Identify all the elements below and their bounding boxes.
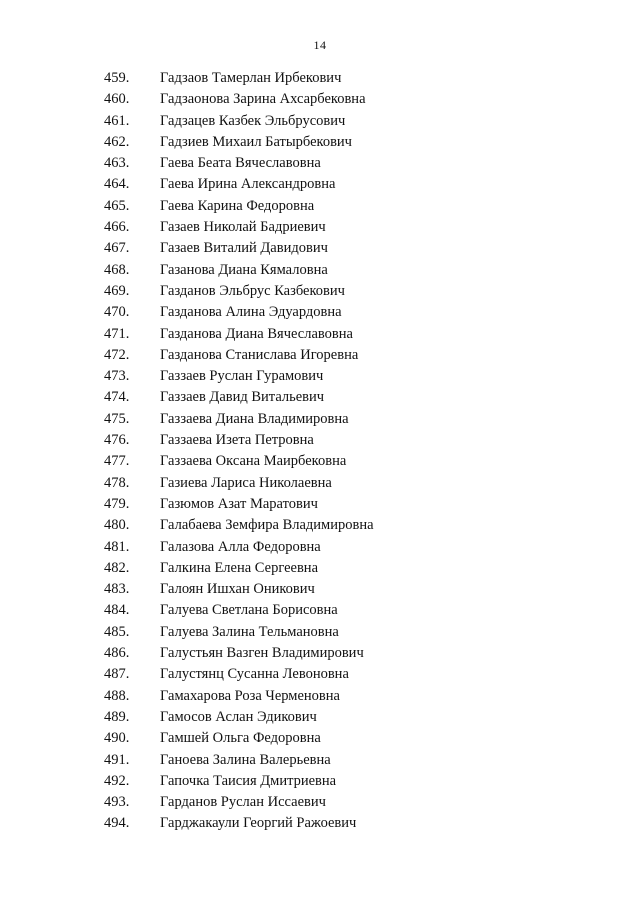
entry-name: Галоян Ишхан Оникович (160, 581, 315, 598)
entry-number: 484. (104, 602, 130, 619)
entry-number: 468. (104, 261, 130, 278)
list-item (104, 324, 374, 345)
entry-number: 480. (104, 517, 130, 534)
list-item (104, 153, 374, 174)
entry-number: 487. (104, 666, 130, 683)
list-item (104, 494, 374, 515)
entry-number: 493. (104, 794, 130, 811)
entry-name: Газзаева Оксана Маирбековна (160, 453, 347, 470)
entry-number: 459. (104, 70, 130, 86)
entry-number: 485. (104, 623, 130, 640)
list-item (104, 89, 374, 110)
entry-name: Гаева Ирина Александровна (160, 176, 336, 193)
entry-name: Гадзаонова Зарина Ахсарбековна (160, 91, 366, 108)
entry-number: 476. (104, 432, 130, 449)
list-item (104, 515, 374, 536)
entry-number: 462. (104, 133, 130, 150)
entry-number: 472. (104, 346, 130, 363)
entry-name: Гарданов Руслан Иссаевич (160, 794, 326, 811)
entry-number: 492. (104, 772, 130, 789)
entry-name: Газюмов Азат Маратович (160, 495, 318, 512)
list-item (104, 345, 374, 366)
entry-name: Галуева Светлана Борисовна (160, 602, 338, 619)
entry-name: Галустьян Вазген Владимирович (160, 645, 364, 662)
entry-number: 477. (104, 453, 130, 470)
entry-number: 469. (104, 282, 130, 299)
entry-name: Гапочка Таисия Дмитриевна (160, 772, 337, 789)
entry-number: 466. (104, 219, 130, 236)
entry-number: 489. (104, 708, 130, 725)
entry-name: Газзаева Изета Петровна (160, 432, 314, 449)
entry-number: 475. (104, 410, 130, 427)
entry-name: Гамшей Ольга Федоровна (160, 730, 321, 747)
entry-number: 470. (104, 304, 130, 321)
entry-name: Ганоева Залина Валерьевна (160, 751, 331, 768)
list-item (104, 600, 374, 621)
entry-number: 474. (104, 389, 130, 406)
entry-number: 491. (104, 751, 130, 768)
entry-name: Гарджакаули Георгий Ражоевич (160, 815, 357, 832)
entry-number: 471. (104, 325, 130, 342)
entry-name: Галустянц Сусанна Левоновна (160, 666, 349, 683)
entry-number: 478. (104, 474, 130, 491)
entry-name: Газиева Лариса Николаевна (160, 474, 332, 491)
entry-name: Гамосов Аслан Эдикович (160, 708, 317, 725)
entry-number: 464. (104, 176, 130, 193)
list-item (104, 771, 374, 792)
entry-number: 481. (104, 538, 130, 555)
entry-name: Газданова Станислава Игоревна (160, 346, 359, 363)
list-item (104, 430, 374, 451)
entry-name: Гамахарова Роза Черменовна (160, 687, 340, 704)
list-item (104, 686, 374, 707)
entry-number: 479. (104, 495, 130, 512)
list-item (104, 728, 374, 749)
list-item (104, 111, 374, 132)
list-item (104, 792, 374, 813)
list-item (104, 451, 374, 472)
list-item (104, 217, 374, 238)
list-item (104, 174, 374, 195)
list-item (104, 750, 374, 771)
entry-name: Галабаева Земфира Владимировна (160, 517, 374, 534)
entry-name: Гадзаов Тамерлан Ирбекович (160, 70, 342, 86)
entry-name: Гаева Беата Вячеславовна (160, 155, 321, 172)
entry-number: 461. (104, 112, 130, 129)
entry-number: 465. (104, 197, 130, 214)
list-item (104, 302, 374, 323)
list-item (104, 68, 374, 89)
entry-name: Гаева Карина Федоровна (160, 197, 315, 214)
list-item (104, 643, 374, 664)
list-item (104, 387, 374, 408)
entry-number: 488. (104, 687, 130, 704)
entry-name: Газаев Виталий Давидович (160, 240, 328, 257)
entry-number: 486. (104, 645, 130, 662)
entry-number: 483. (104, 581, 130, 598)
list-item (104, 281, 374, 302)
list-item (104, 196, 374, 217)
list-item (104, 707, 374, 728)
list-item (104, 238, 374, 259)
entry-name: Гадзацев Казбек Эльбрусович (160, 112, 346, 129)
entry-name: Газаев Николай Бадриевич (160, 219, 326, 236)
list-item (104, 579, 374, 600)
entry-name: Газданов Эльбрус Казбекович (160, 282, 345, 299)
entry-name: Галазова Алла Федоровна (160, 538, 321, 555)
list-item (104, 813, 374, 834)
list-item (104, 132, 374, 153)
entry-number: 490. (104, 730, 130, 747)
entry-name: Газданова Алина Эдуардовна (160, 304, 342, 321)
entry-name: Галуева Залина Тельмановна (160, 623, 339, 640)
entry-number: 460. (104, 91, 130, 108)
entry-number: 473. (104, 368, 130, 385)
entry-number: 467. (104, 240, 130, 257)
list-item (104, 260, 374, 281)
entry-name: Газанова Диана Кямаловна (160, 261, 328, 278)
page-number: 14 (313, 38, 327, 52)
entry-number: 482. (104, 559, 130, 576)
entry-name: Галкина Елена Сергеевна (160, 559, 318, 576)
entry-number: 494. (104, 815, 130, 832)
list-item (104, 537, 374, 558)
entry-name: Гадзиев Михаил Батырбекович (160, 133, 352, 150)
list-item (104, 558, 374, 579)
list-item (104, 366, 374, 387)
list-item (104, 622, 374, 643)
entry-name: Газзаев Давид Витальевич (160, 389, 325, 406)
entry-number: 463. (104, 155, 130, 172)
list-item (104, 664, 374, 685)
names-list (104, 68, 374, 835)
entry-name: Газзаева Диана Владимировна (160, 410, 349, 427)
entry-name: Газданова Диана Вячеславовна (160, 325, 353, 342)
list-item (104, 473, 374, 494)
entry-name: Газзаев Руслан Гурамович (160, 368, 324, 385)
list-item (104, 409, 374, 430)
